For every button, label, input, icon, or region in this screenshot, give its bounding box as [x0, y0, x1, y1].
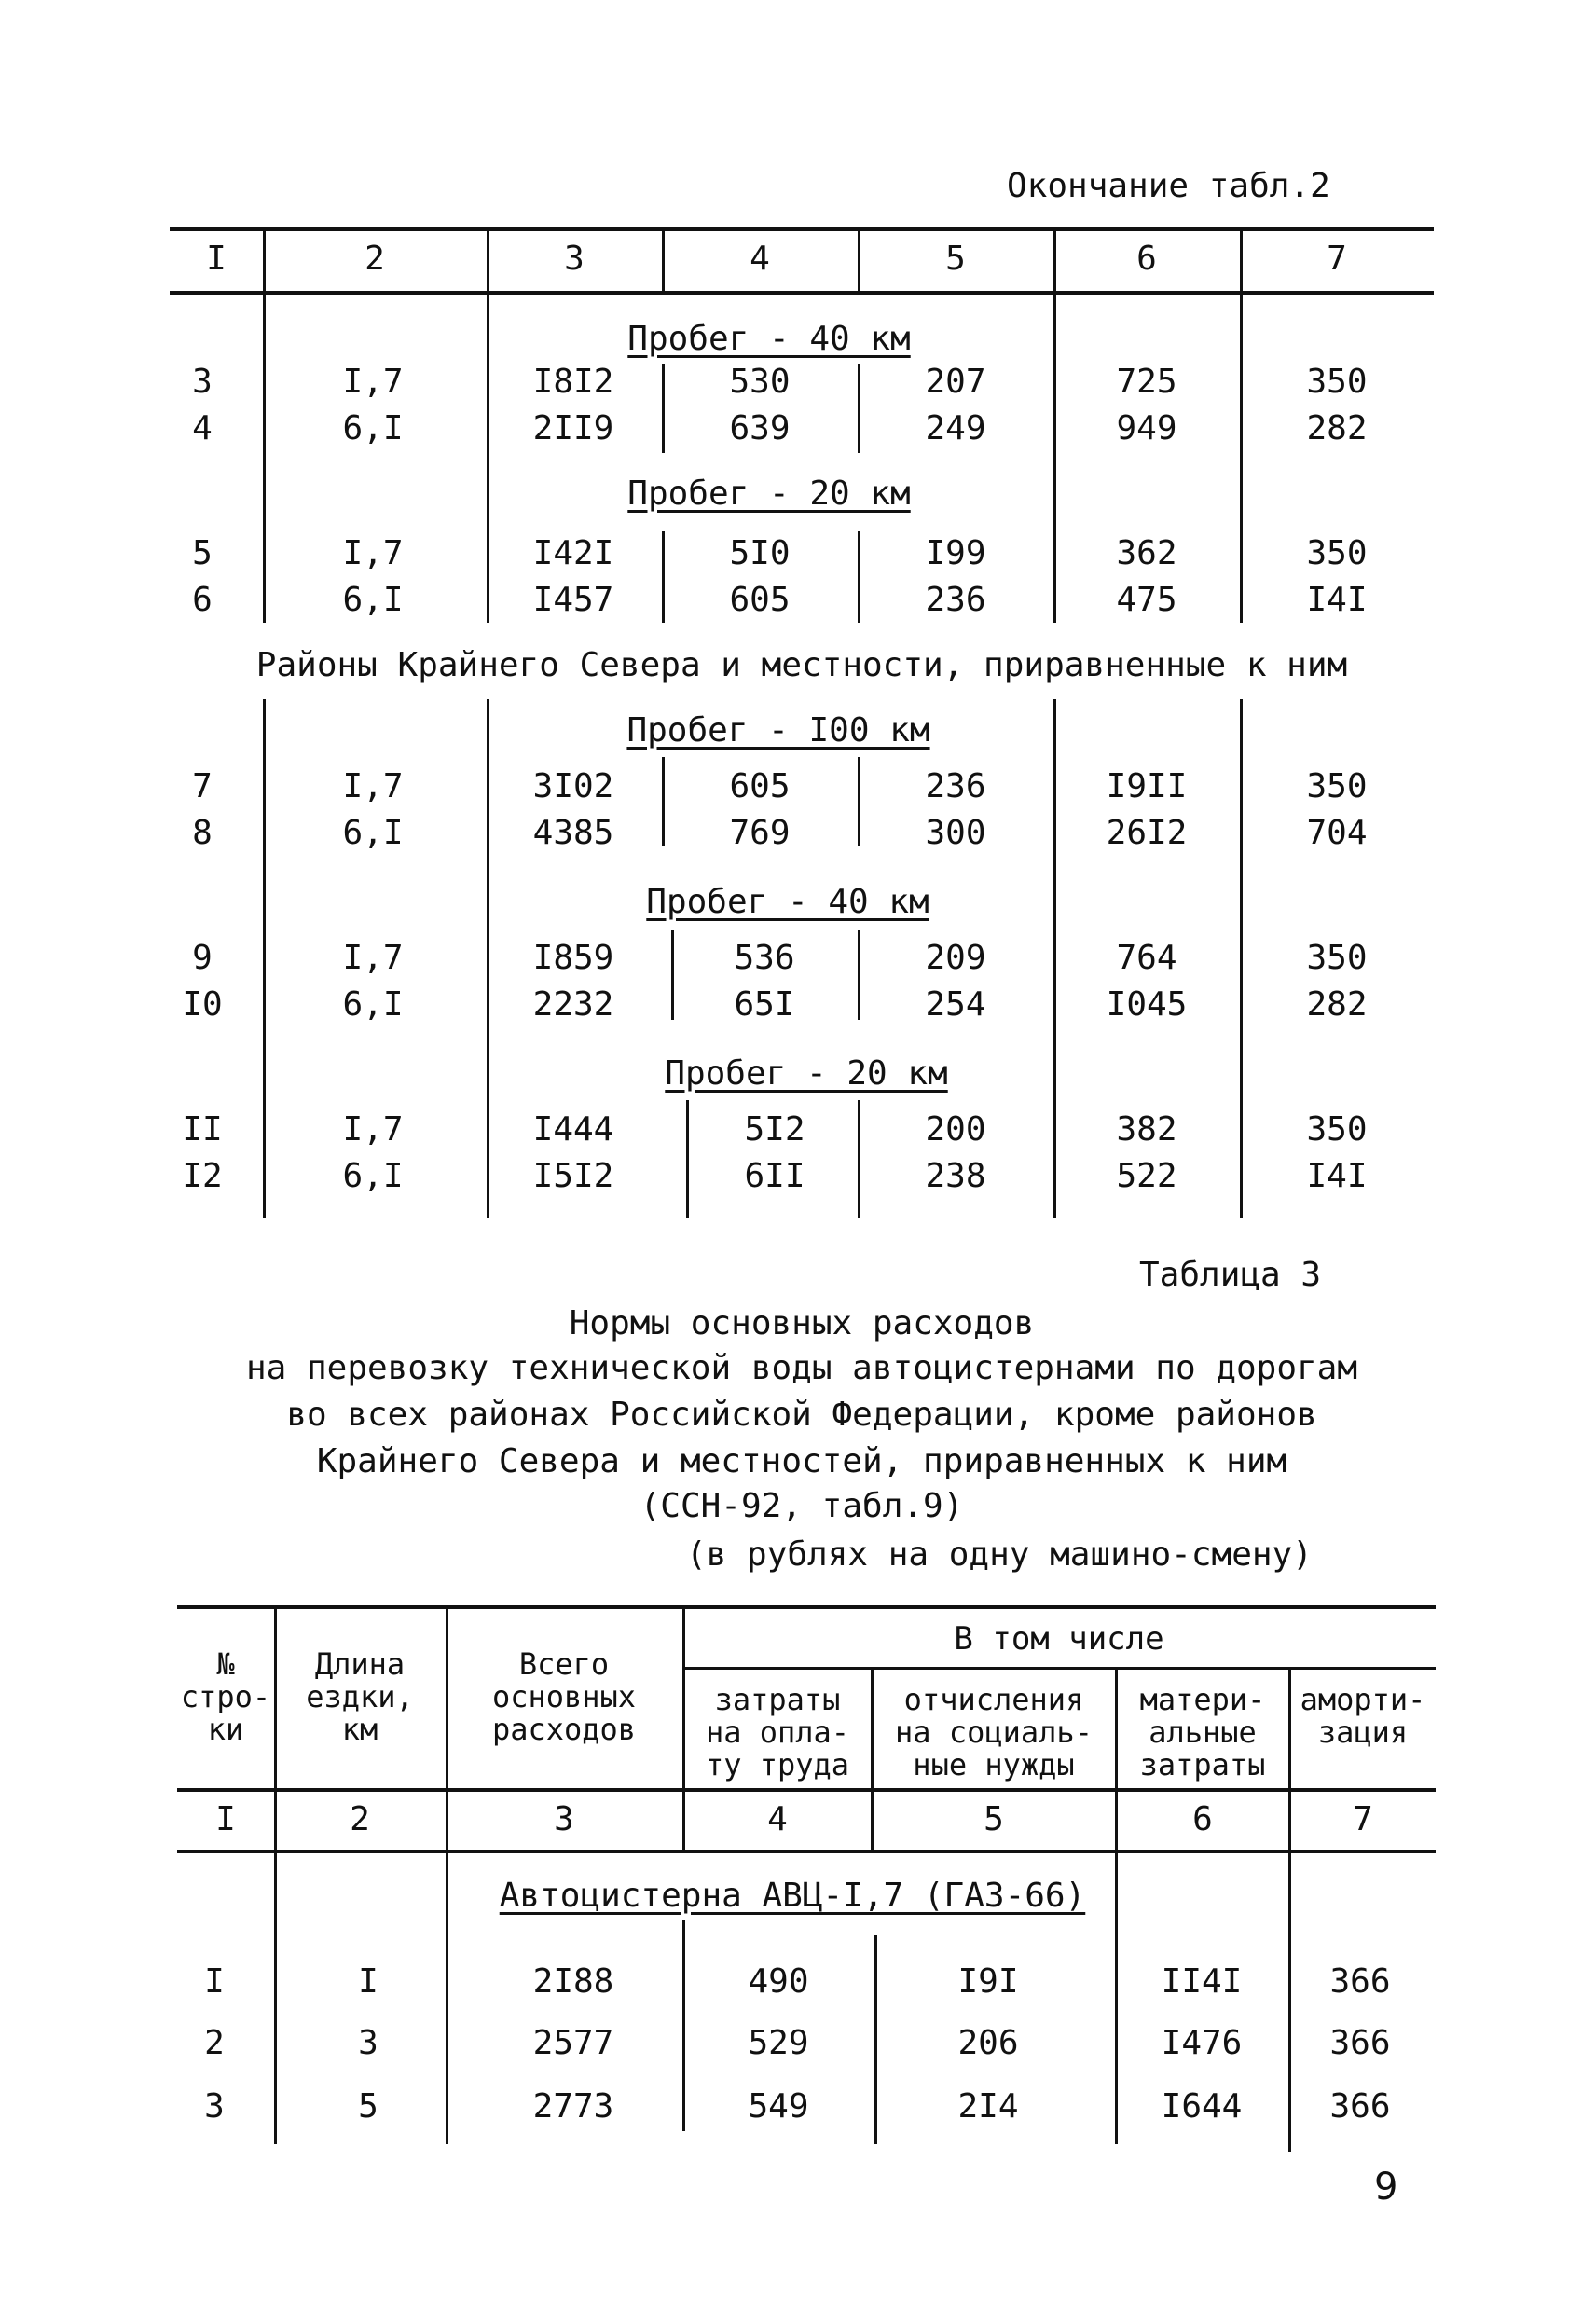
table2-cell: I457 — [532, 581, 614, 619]
table2-cell: 282 — [1306, 985, 1368, 1024]
table2-top-rule — [170, 227, 1434, 231]
table2-col-7-header: 7 — [1327, 240, 1347, 278]
table2-cell: 350 — [1306, 767, 1368, 805]
table2-cell: 5I0 — [729, 534, 791, 572]
table2-body-vrule — [263, 295, 266, 623]
table2-cell: 5I2 — [744, 1110, 805, 1149]
table2-cell: 254 — [925, 985, 986, 1024]
table2-subhead-mileage-20-north: Пробег - 20 км — [665, 1054, 948, 1093]
table2-cell: 6II — [744, 1157, 805, 1195]
table2-cell: 6 — [192, 581, 213, 619]
table3-header-social: отчисления на социаль- ные нужды — [895, 1682, 1093, 1782]
table2-header-vrule — [858, 231, 860, 291]
table2-header-vrule — [263, 231, 266, 291]
table3-title-line-5: (ССН-92, табл.9) — [640, 1487, 964, 1525]
table2-cell: 6,I — [342, 409, 404, 447]
table3-cell: I9I — [957, 1962, 1019, 2001]
table3-cell: 2577 — [532, 2024, 614, 2062]
table2-body-vrule — [858, 531, 860, 623]
table2-body-vrule — [858, 364, 860, 453]
table2-cell: 536 — [734, 939, 795, 977]
table3-cell: 5 — [358, 2087, 378, 2126]
table3-title-line-4: Крайнего Севера и местностей, приравненных к ним — [316, 1442, 1287, 1480]
table3-title-line-3: во всех районах Российской Федерации, кроме районов — [286, 1396, 1317, 1434]
table3-header-labor: затраты на опла- ту труда — [705, 1682, 850, 1782]
table2-cell: 350 — [1306, 1110, 1368, 1149]
table3-cell: 490 — [748, 1962, 809, 2001]
table3-body-vrule — [682, 1920, 685, 2131]
table2-cell: I859 — [532, 939, 614, 977]
table2-cell: 238 — [925, 1157, 986, 1195]
table2-cell: 65I — [734, 985, 795, 1024]
table2-col-1-header: I — [206, 240, 227, 278]
table3-title-line-2: на перевозку технической воды автоцистернами по дорогам — [245, 1349, 1358, 1387]
table3-header-total-costs: Всего основных расходов — [491, 1646, 637, 1747]
table2-col-3-header: 3 — [564, 240, 585, 278]
table2-cell: 6,I — [342, 985, 404, 1024]
table2-cell: I,7 — [342, 534, 404, 572]
table2-cell: 382 — [1116, 1110, 1177, 1149]
table2-cell: 9 — [192, 939, 213, 977]
table2-cell: I2 — [182, 1157, 223, 1195]
table3-cell: I644 — [1161, 2087, 1243, 2126]
table3-header-depreciation: аморти- зация — [1300, 1682, 1426, 1750]
table2-cell: 725 — [1116, 363, 1177, 401]
table2-cell: 6,I — [342, 1157, 404, 1195]
table2-cell: 350 — [1306, 534, 1368, 572]
table2-cell: 3 — [192, 363, 213, 401]
table2-cell: 209 — [925, 939, 986, 977]
table2-caption: Окончание табл.2 — [1007, 167, 1330, 205]
table3-colnum: 4 — [767, 1800, 788, 1838]
table3-colnum-rule — [177, 1850, 1436, 1853]
table2-body-vrule — [671, 930, 674, 1020]
table2-cell: 605 — [729, 767, 791, 805]
table2-subhead-mileage-40-north: Пробег - 40 км — [646, 883, 929, 921]
table2-cell: I444 — [532, 1110, 614, 1149]
table3-colnum: 7 — [1353, 1800, 1373, 1838]
table2-header-vrule — [662, 231, 665, 291]
table2-body-vrule — [1053, 699, 1056, 1218]
table2-header-vrule — [1053, 231, 1056, 291]
table3-label: Таблица 3 — [1139, 1256, 1322, 1294]
table2-cell: I,7 — [342, 363, 404, 401]
table2-cell: 350 — [1306, 363, 1368, 401]
table2-header-rule — [170, 291, 1434, 295]
table2-cell: 200 — [925, 1110, 986, 1149]
table2-cell: 236 — [925, 581, 986, 619]
table3-cell: 366 — [1329, 2024, 1391, 2062]
table2-cell: 704 — [1306, 814, 1368, 852]
table2-body-vrule — [263, 699, 266, 1218]
table3-header-trip-length: Длина ездки, км — [306, 1646, 414, 1747]
table2-cell: 522 — [1116, 1157, 1177, 1195]
table2-subhead-mileage-40: Пробег - 40 км — [627, 320, 911, 358]
table3-colnum: 3 — [554, 1800, 574, 1838]
table2-cell: 207 — [925, 363, 986, 401]
table2-col-4-header: 4 — [750, 240, 770, 278]
table2-cell: I,7 — [342, 1110, 404, 1149]
table2-body-vrule — [858, 757, 860, 846]
table2-cell: 530 — [729, 363, 791, 401]
table3-colnum: I — [215, 1800, 236, 1838]
table2-col-2-header: 2 — [365, 240, 385, 278]
table3-cell: 366 — [1329, 1962, 1391, 2001]
table2-region-heading: Районы Крайнего Севера и местности, приравненные к ним — [255, 646, 1348, 684]
table3-header-group: В том числе — [954, 1620, 1164, 1658]
table3-header-materials: матери- альные затраты — [1139, 1682, 1266, 1782]
table2-body-vrule — [858, 1100, 860, 1218]
table3-body-vrule — [274, 1853, 277, 2144]
table2-cell: I9II — [1106, 767, 1188, 805]
table2-header-vrule — [487, 231, 489, 291]
table2-cell: 362 — [1116, 534, 1177, 572]
table2-body-vrule — [686, 1100, 689, 1218]
table2-cell: 769 — [729, 814, 791, 852]
table2-cell: 5 — [192, 534, 213, 572]
table2-cell: I5I2 — [532, 1157, 614, 1195]
table2-body-vrule — [662, 531, 665, 623]
table2-cell: I8I2 — [532, 363, 614, 401]
table3-cell: 2 — [204, 2024, 225, 2062]
table3-subhead-tanker: Автоцистерна АВЦ-I,7 (ГАЗ-66) — [499, 1877, 1086, 1915]
table3-cell: 3 — [204, 2087, 225, 2126]
table2-body-vrule — [1053, 295, 1056, 623]
table3-cell: I — [204, 1962, 225, 2001]
table3-cell: 529 — [748, 2024, 809, 2062]
table2-cell: I99 — [925, 534, 986, 572]
table3-cell: I476 — [1161, 2024, 1243, 2062]
table2-cell: 282 — [1306, 409, 1368, 447]
table3-title-line-6: (в рублях на одну машино-смену) — [686, 1535, 1313, 1574]
table3-header-row-no: № стро- ки — [180, 1646, 271, 1747]
table3-cell: 3 — [358, 2024, 378, 2062]
table2-cell: I42I — [532, 534, 614, 572]
table2-col-5-header: 5 — [945, 240, 966, 278]
table2-body-vrule — [662, 364, 665, 453]
table2-cell: 949 — [1116, 409, 1177, 447]
table2-cell: 639 — [729, 409, 791, 447]
table3-colnum: 6 — [1192, 1800, 1213, 1838]
table2-body-vrule — [858, 930, 860, 1020]
table2-subhead-mileage-20: Пробег - 20 км — [627, 475, 911, 513]
table2-cell: 2II9 — [532, 409, 614, 447]
table3-title-line-1: Нормы основных расходов — [569, 1304, 1035, 1342]
table2-subhead-mileage-100: Пробег - I00 км — [626, 711, 930, 750]
table2-cell: 6,I — [342, 581, 404, 619]
table2-cell: I4I — [1306, 1157, 1368, 1195]
table3-cell: 2I88 — [532, 1962, 614, 2001]
table2-cell: 764 — [1116, 939, 1177, 977]
table3-cell: 549 — [748, 2087, 809, 2126]
table2-cell: 350 — [1306, 939, 1368, 977]
table2-cell: I045 — [1106, 985, 1188, 1024]
table3-header-rule — [177, 1788, 1436, 1792]
table2-cell: 6,I — [342, 814, 404, 852]
table2-cell: 8 — [192, 814, 213, 852]
table2-cell: I4I — [1306, 581, 1368, 619]
table2-cell: I0 — [182, 985, 223, 1024]
table2-body-vrule — [487, 295, 489, 623]
table3-colnum: 2 — [350, 1800, 370, 1838]
table3-group-rule — [682, 1667, 1436, 1670]
table2-cell: 236 — [925, 767, 986, 805]
table2-body-vrule — [662, 757, 665, 846]
table2-body-vrule — [1240, 699, 1243, 1218]
table2-cell: 300 — [925, 814, 986, 852]
table3-colnum: 5 — [984, 1800, 1004, 1838]
table2-cell: 7 — [192, 767, 213, 805]
table3-cell: 2773 — [532, 2087, 614, 2126]
table2-cell: 475 — [1116, 581, 1177, 619]
table2-cell: I,7 — [342, 939, 404, 977]
table2-cell: 26I2 — [1106, 814, 1188, 852]
table3-cell: I — [358, 1962, 378, 2001]
table3-cell: II4I — [1161, 1962, 1243, 2001]
table2-col-6-header: 6 — [1136, 240, 1157, 278]
table2-cell: 4 — [192, 409, 213, 447]
table3-top-rule — [177, 1605, 1436, 1609]
page-number: 9 — [1374, 2166, 1398, 2209]
table2-cell: 605 — [729, 581, 791, 619]
table3-body-vrule — [446, 1853, 448, 2144]
table3-cell: 366 — [1329, 2087, 1391, 2126]
table2-cell: 3I02 — [532, 767, 614, 805]
table2-header-vrule — [1240, 231, 1243, 291]
table2-cell: 249 — [925, 409, 986, 447]
table2-body-vrule — [487, 699, 489, 1218]
table2-cell: I,7 — [342, 767, 404, 805]
table3-cell: 2I4 — [957, 2087, 1019, 2126]
table3-cell: 206 — [957, 2024, 1019, 2062]
table2-cell: 2232 — [532, 985, 614, 1024]
table2-cell: 4385 — [532, 814, 614, 852]
table2-body-vrule — [1240, 295, 1243, 623]
table2-cell: II — [182, 1110, 223, 1149]
